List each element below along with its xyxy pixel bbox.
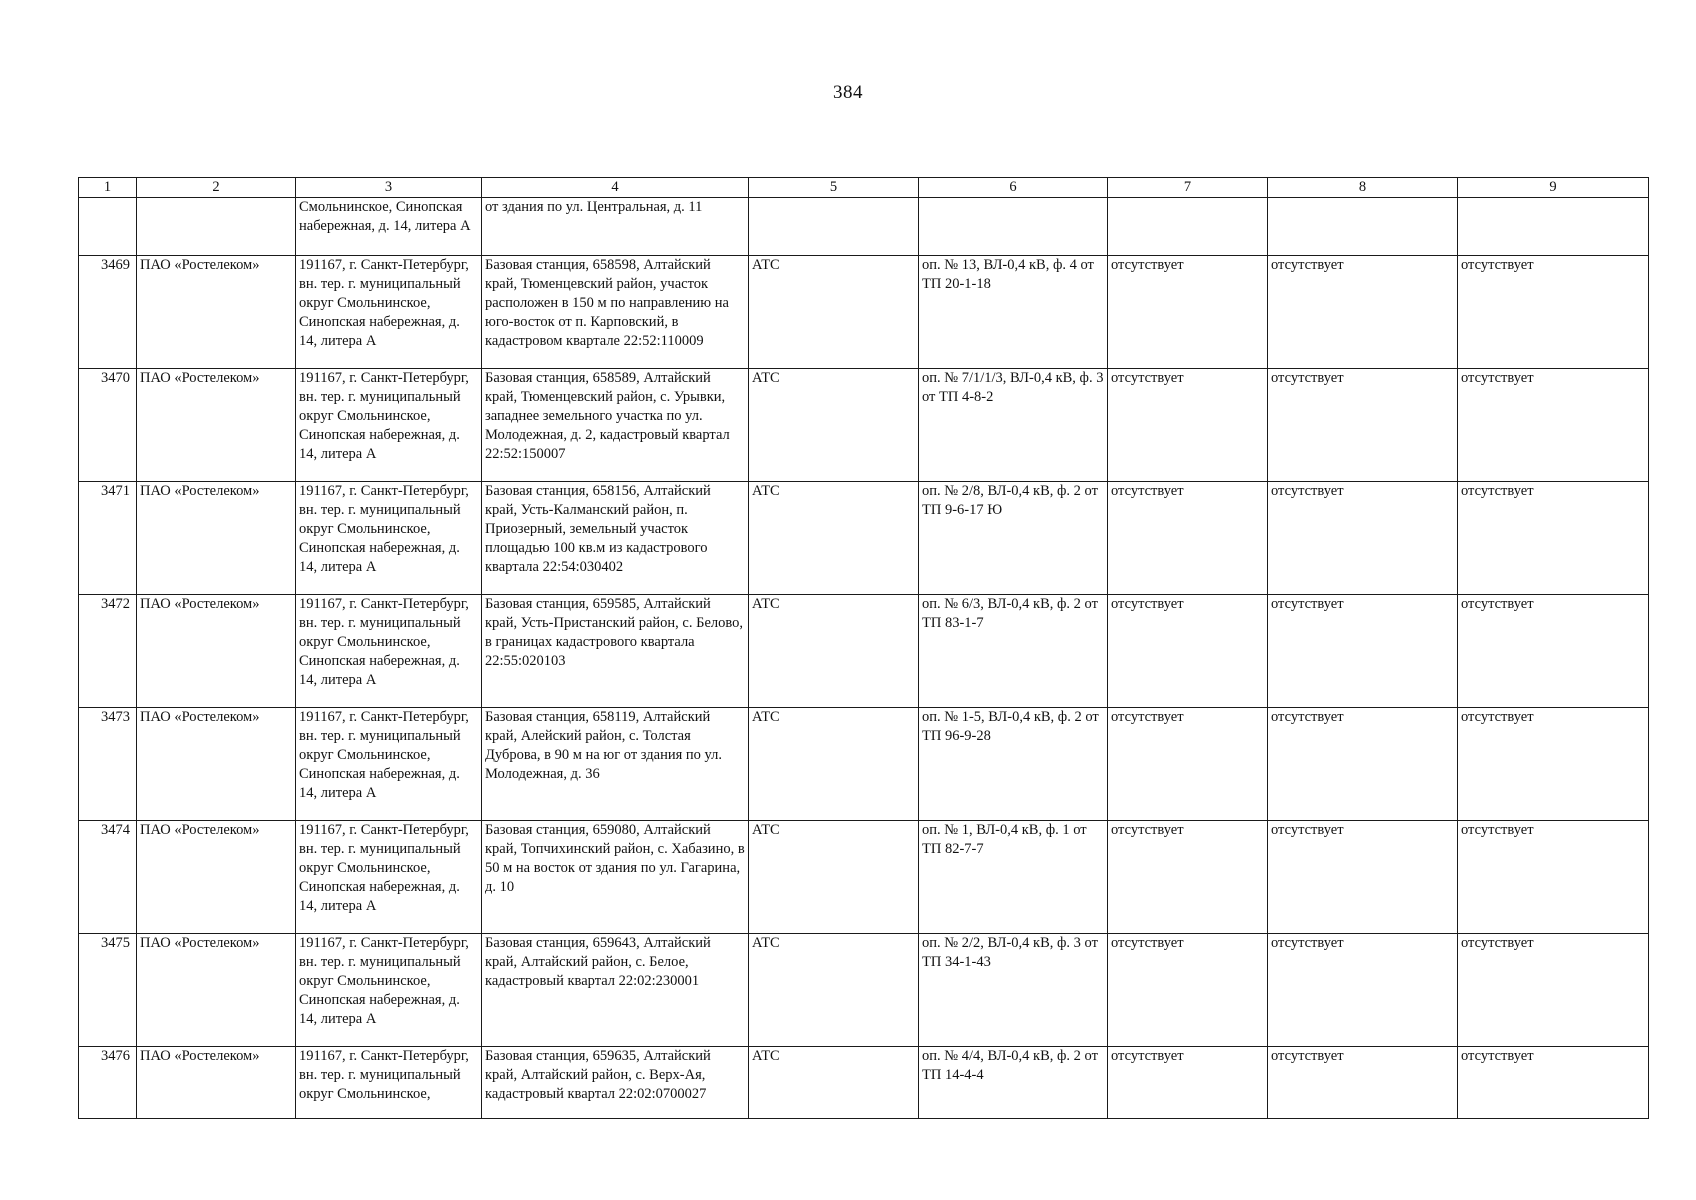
column-header: 7 bbox=[1108, 178, 1268, 198]
organization-cell: ПАО «Ростелеком» bbox=[137, 708, 296, 821]
column-header: 2 bbox=[137, 178, 296, 198]
address-cell: 191167, г. Санкт-Петербург, вн. тер. г. муниципальный округ Смольнинское, Синопская набережная, д. 14, литера А bbox=[296, 595, 482, 708]
column-number-row bbox=[79, 178, 1649, 198]
table-row bbox=[79, 1047, 1649, 1119]
object-location-cell: Базовая станция, 659080, Алтайский край, Топчихинский район, с. Хабазино, в 50 м на восток от здания по ул. Гагарина, д. 10 bbox=[482, 821, 749, 934]
column-9-cell: отсутствует bbox=[1458, 708, 1649, 821]
row-number-cell: 3473 bbox=[79, 708, 137, 821]
organization-cell: ПАО «Ростелеком» bbox=[137, 256, 296, 369]
row-number-cell: 3472 bbox=[79, 595, 137, 708]
organization-cell: ПАО «Ростелеком» bbox=[137, 369, 296, 482]
object-location-cell: Базовая станция, 658119, Алтайский край, Алейский район, с. Толстая Дуброва, в 90 м на юг от здания по ул. Молодежная, д. 36 bbox=[482, 708, 749, 821]
table-row bbox=[79, 821, 1649, 934]
column-9-cell: отсутствует bbox=[1458, 1047, 1649, 1119]
connection-point-cell bbox=[919, 198, 1108, 256]
object-location-cell: Базовая станция, 658156, Алтайский край, Усть-Калманский район, п. Приозерный, земельный участок площадью 100 кв.м из кадастрового квартала 22:54:030402 bbox=[482, 482, 749, 595]
object-type-cell: АТС bbox=[749, 1047, 919, 1119]
address-cell: 191167, г. Санкт-Петербург, вн. тер. г. муниципальный округ Смольнинское, Синопская набережная, д. 14, литера А bbox=[296, 256, 482, 369]
connection-point-cell: оп. № 7/1/1/3, ВЛ-0,4 кВ, ф. 3 от ТП 4-8-2 bbox=[919, 369, 1108, 482]
object-location-cell: от здания по ул. Центральная, д. 11 bbox=[482, 198, 749, 256]
column-header: 8 bbox=[1268, 178, 1458, 198]
row-number-cell: 3469 bbox=[79, 256, 137, 369]
column-7-cell: отсутствует bbox=[1108, 821, 1268, 934]
continuation-row bbox=[79, 198, 1649, 256]
column-7-cell: отсутствует bbox=[1108, 934, 1268, 1047]
connection-point-cell: оп. № 1, ВЛ-0,4 кВ, ф. 1 от ТП 82-7-7 bbox=[919, 821, 1108, 934]
connection-point-cell: оп. № 2/2, ВЛ-0,4 кВ, ф. 3 от ТП 34-1-43 bbox=[919, 934, 1108, 1047]
address-cell: Смольнинское, Синопская набережная, д. 14, литера А bbox=[296, 198, 482, 256]
column-8-cell: отсутствует bbox=[1268, 595, 1458, 708]
address-cell: 191167, г. Санкт-Петербург, вн. тер. г. муниципальный округ Смольнинское, Синопская набережная, д. 14, литера А bbox=[296, 482, 482, 595]
organization-cell: ПАО «Ростелеком» bbox=[137, 1047, 296, 1119]
column-9-cell: отсутствует bbox=[1458, 369, 1649, 482]
object-type-cell: АТС bbox=[749, 934, 919, 1047]
column-8-cell bbox=[1268, 198, 1458, 256]
object-type-cell: АТС bbox=[749, 256, 919, 369]
registry-table bbox=[78, 177, 1649, 1119]
row-number-cell: 3471 bbox=[79, 482, 137, 595]
column-header: 3 bbox=[296, 178, 482, 198]
column-8-cell: отсутствует bbox=[1268, 1047, 1458, 1119]
address-cell: 191167, г. Санкт-Петербург, вн. тер. г. муниципальный округ Смольнинское, Синопская набережная, д. 14, литера А bbox=[296, 821, 482, 934]
column-header: 6 bbox=[919, 178, 1108, 198]
object-type-cell: АТС bbox=[749, 708, 919, 821]
table-row bbox=[79, 482, 1649, 595]
column-9-cell: отсутствует bbox=[1458, 482, 1649, 595]
table-row bbox=[79, 708, 1649, 821]
organization-cell bbox=[137, 198, 296, 256]
column-7-cell: отсутствует bbox=[1108, 1047, 1268, 1119]
connection-point-cell: оп. № 4/4, ВЛ-0,4 кВ, ф. 2 от ТП 14-4-4 bbox=[919, 1047, 1108, 1119]
column-8-cell: отсутствует bbox=[1268, 482, 1458, 595]
row-number-cell bbox=[79, 198, 137, 256]
object-location-cell: Базовая станция, 658598, Алтайский край, Тюменцевский район, участок расположен в 150 м по направлению на юго-восток от п. Карповский, в кадастровом квартале 22:52:110009 bbox=[482, 256, 749, 369]
column-9-cell: отсутствует bbox=[1458, 821, 1649, 934]
page-number: 384 bbox=[833, 82, 863, 103]
organization-cell: ПАО «Ростелеком» bbox=[137, 482, 296, 595]
object-type-cell: АТС bbox=[749, 595, 919, 708]
column-header: 9 bbox=[1458, 178, 1649, 198]
object-type-cell: АТС bbox=[749, 821, 919, 934]
column-7-cell bbox=[1108, 198, 1268, 256]
column-7-cell: отсутствует bbox=[1108, 369, 1268, 482]
column-header: 5 bbox=[749, 178, 919, 198]
organization-cell: ПАО «Ростелеком» bbox=[137, 821, 296, 934]
column-9-cell: отсутствует bbox=[1458, 256, 1649, 369]
table-row bbox=[79, 256, 1649, 369]
object-type-cell: АТС bbox=[749, 482, 919, 595]
table-row bbox=[79, 934, 1649, 1047]
column-7-cell: отсутствует bbox=[1108, 595, 1268, 708]
address-cell: 191167, г. Санкт-Петербург, вн. тер. г. муниципальный округ Смольнинское, bbox=[296, 1047, 482, 1119]
column-7-cell: отсутствует bbox=[1108, 482, 1268, 595]
object-location-cell: Базовая станция, 659643, Алтайский край, Алтайский район, с. Белое, кадастровый квартал 22:02:230001 bbox=[482, 934, 749, 1047]
column-7-cell: отсутствует bbox=[1108, 256, 1268, 369]
column-8-cell: отсутствует bbox=[1268, 821, 1458, 934]
column-9-cell: отсутствует bbox=[1458, 595, 1649, 708]
column-header: 4 bbox=[482, 178, 749, 198]
column-8-cell: отсутствует bbox=[1268, 934, 1458, 1047]
connection-point-cell: оп. № 1-5, ВЛ-0,4 кВ, ф. 2 от ТП 96-9-28 bbox=[919, 708, 1108, 821]
object-location-cell: Базовая станция, 659585, Алтайский край, Усть-Пристанский район, с. Белово, в границах кадастрового квартала 22:55:020103 bbox=[482, 595, 749, 708]
column-7-cell: отсутствует bbox=[1108, 708, 1268, 821]
row-number-cell: 3475 bbox=[79, 934, 137, 1047]
connection-point-cell: оп. № 13, ВЛ-0,4 кВ, ф. 4 от ТП 20-1-18 bbox=[919, 256, 1108, 369]
address-cell: 191167, г. Санкт-Петербург, вн. тер. г. муниципальный округ Смольнинское, Синопская набережная, д. 14, литера А bbox=[296, 708, 482, 821]
column-8-cell: отсутствует bbox=[1268, 256, 1458, 369]
row-number-cell: 3474 bbox=[79, 821, 137, 934]
organization-cell: ПАО «Ростелеком» bbox=[137, 595, 296, 708]
organization-cell: ПАО «Ростелеком» bbox=[137, 934, 296, 1047]
column-9-cell: отсутствует bbox=[1458, 934, 1649, 1047]
object-type-cell: АТС bbox=[749, 369, 919, 482]
row-number-cell: 3476 bbox=[79, 1047, 137, 1119]
connection-point-cell: оп. № 2/8, ВЛ-0,4 кВ, ф. 2 от ТП 9-6-17 Ю bbox=[919, 482, 1108, 595]
object-location-cell: Базовая станция, 658589, Алтайский край, Тюменцевский район, с. Урывки, западнее земельного участка по ул. Молодежная, д. 2, кадастровый квартал 22:52:150007 bbox=[482, 369, 749, 482]
address-cell: 191167, г. Санкт-Петербург, вн. тер. г. муниципальный округ Смольнинское, Синопская набережная, д. 14, литера А bbox=[296, 369, 482, 482]
object-type-cell bbox=[749, 198, 919, 256]
object-location-cell: Базовая станция, 659635, Алтайский край, Алтайский район, с. Верх-Ая, кадастровый квартал 22:02:0700027 bbox=[482, 1047, 749, 1119]
column-header: 1 bbox=[79, 178, 137, 198]
connection-point-cell: оп. № 6/3, ВЛ-0,4 кВ, ф. 2 от ТП 83-1-7 bbox=[919, 595, 1108, 708]
address-cell: 191167, г. Санкт-Петербург, вн. тер. г. муниципальный округ Смольнинское, Синопская набережная, д. 14, литера А bbox=[296, 934, 482, 1047]
column-8-cell: отсутствует bbox=[1268, 708, 1458, 821]
table-row bbox=[79, 369, 1649, 482]
column-8-cell: отсутствует bbox=[1268, 369, 1458, 482]
table-row bbox=[79, 595, 1649, 708]
row-number-cell: 3470 bbox=[79, 369, 137, 482]
column-9-cell bbox=[1458, 198, 1649, 256]
